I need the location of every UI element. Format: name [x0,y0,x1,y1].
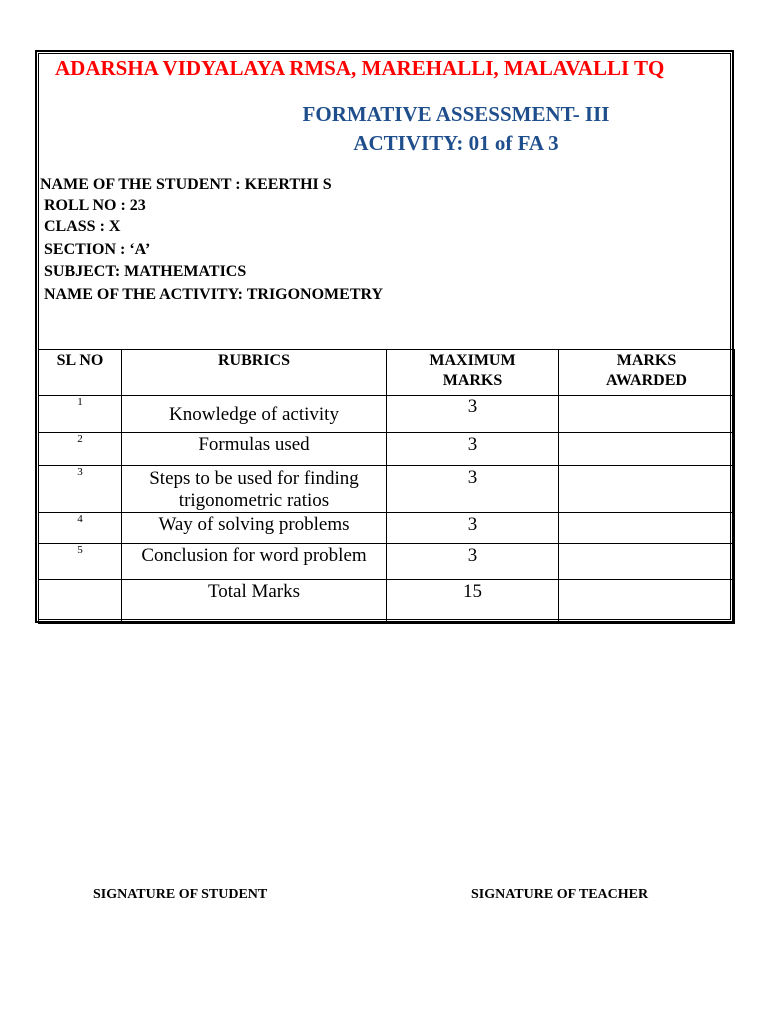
table-row [39,466,735,513]
table-header-row [39,350,735,396]
school-name: ADARSHA VIDYALAYA RMSA, MAREHALLI, MALAVALLI TQ [55,56,665,80]
header-marks-awarded: MARKS AWARDED [559,350,735,396]
table-row [39,544,735,580]
marks-awarded-cell[interactable] [559,513,735,544]
max-marks-cell: 3 [387,433,559,466]
max-marks-cell: 3 [387,396,559,433]
total-label: Total Marks [122,580,387,624]
rubric-cell: Knowledge of activity [122,396,387,433]
header-maximum-marks: MAXIMUM MARKS [387,350,559,396]
max-marks-cell: 3 [387,466,559,513]
total-max-marks: 15 [387,580,559,624]
sl-cell: 5 [39,544,122,580]
header-sl-no: SL NO [39,350,122,396]
sl-cell: 3 [39,466,122,513]
sl-cell: 4 [39,513,122,544]
sl-cell: 1 [39,396,122,433]
rubric-cell: Way of solving problems [122,513,387,544]
total-row [39,580,735,624]
table-row [39,433,735,466]
rubric-cell: Conclusion for word problem [122,544,387,580]
roll-number: ROLL NO : 23 [44,197,146,214]
max-marks-cell: 3 [387,513,559,544]
class: CLASS : X [44,218,121,235]
sl-cell: 2 [39,433,122,466]
subject: SUBJECT: MATHEMATICS [44,263,247,280]
teacher-signature-label: SIGNATURE OF TEACHER [471,887,649,902]
total-sl-cell [39,580,122,624]
marks-awarded-cell[interactable] [559,433,735,466]
header-rubrics: RUBRICS [122,350,387,396]
table-row [39,513,735,544]
activity-title: ACTIVITY: 01 of FA 3 [353,131,559,155]
rubrics-table [38,349,735,624]
table-row [39,396,735,433]
section: SECTION : ‘A’ [44,241,151,258]
rubric-cell: Formulas used [122,433,387,466]
assessment-title: FORMATIVE ASSESSMENT- III [302,102,610,126]
activity-name: NAME OF THE ACTIVITY: TRIGONOMETRY [44,286,384,303]
max-marks-cell: 3 [387,544,559,580]
marks-awarded-cell[interactable] [559,396,735,433]
marks-awarded-cell[interactable] [559,466,735,513]
student-signature-label: SIGNATURE OF STUDENT [93,887,268,902]
marks-awarded-cell[interactable] [559,544,735,580]
rubric-cell: Steps to be used for finding trigonometric ratios [122,466,387,513]
total-marks-awarded[interactable] [559,580,735,624]
student-name: NAME OF THE STUDENT : KEERTHI S [40,176,332,193]
